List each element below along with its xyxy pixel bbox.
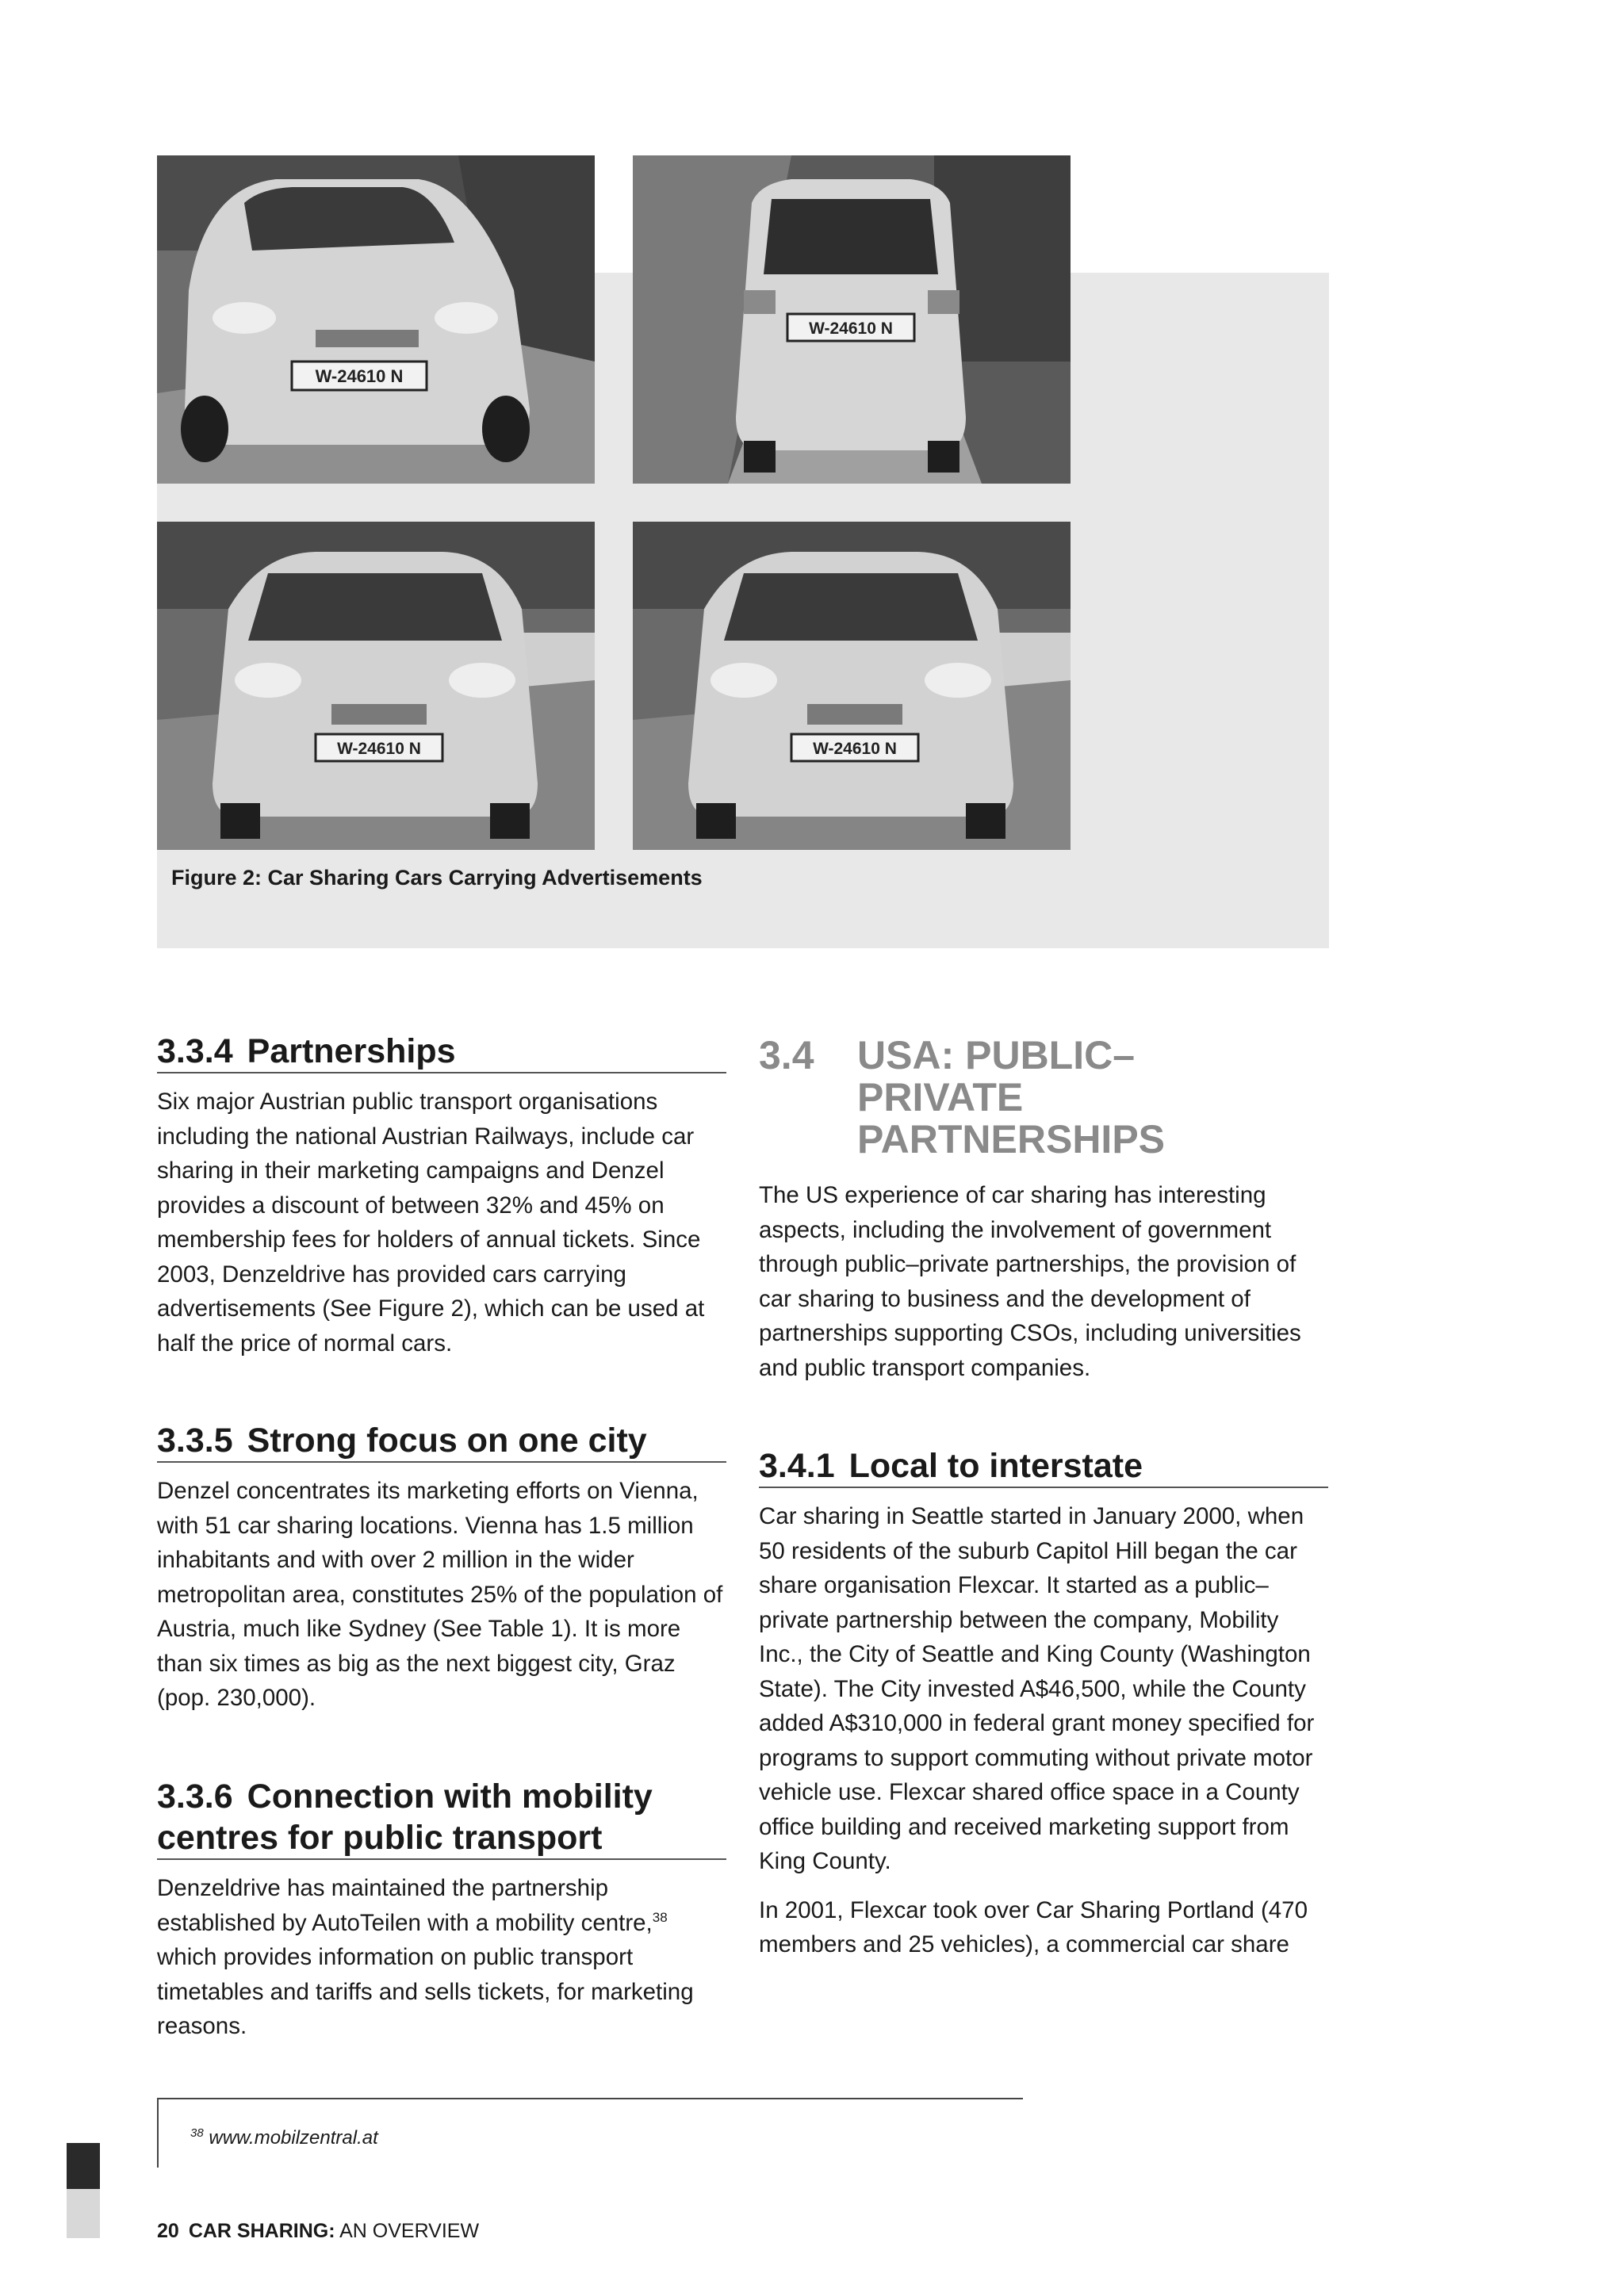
page-footer [157,2220,479,2243]
section-heading: 3.3.4 Partnerships [157,1031,726,1073]
plate-text-1: W-24610 N [315,366,404,386]
section-3-4 [759,1035,1328,1385]
section-body: The US experience of car sharing has interesting aspects, including the involvement of government through public–private partnerships, the provision of car sharing to business and the development of partnerships supporting CSOs, including universities and public transport companies. [759,1182,1301,1381]
footnote: $^{38}$ www.mobilzentral.at [190,2126,378,2149]
section-heading: 3.3.5 Strong focus on one city [157,1420,726,1463]
section-body: Denzel concentrates its marketing efforts on Vienna, with 51 car sharing locations. Vienna has 1.5 million inhabitants and with over 2 million in the wider metropolitan area, constitutes 25% of the population of Austria, much like Sydney (See Table 1). It is more than six times as big as the next biggest city, Graz (pop. 230,000). [157,1478,723,1711]
section-body: In 2001, Flexcar took over Car Sharing Portland (470 members and 25 vehicles), a commercial car share [759,1896,1308,1957]
section-body: Denzeldrive has maintained the partnership established by AutoTeilen with a mobility centre,$^{38}$ which provides information on public transport timetables and tariffs and sells tickets, for marketing reasons. [157,1875,694,2039]
section-body: Car sharing in Seattle started in January 2000, when 50 residents of the suburb Capitol Hill began the car share organisation Flexcar. It started as a public–private partnership between the company, Mobility Inc., the City of Seattle and King County (Washington State). The City invested A$46,500, while the County added A$310,000 in federal grant money specified for programs to support commuting without private motor vehicle use. Flexcar shared office space in a County office building and received marketing support from King County. [759,1503,1315,1874]
car-photo-rear [633,155,1071,484]
edge-tab-dark [67,2143,100,2189]
footer-brand: CAR SHARING: [188,2220,335,2242]
chapter-heading: 3.4 USA: PUBLIC–PRIVATE PARTNERSHIPS [759,1033,1166,1161]
page-number: 20 [157,2220,179,2242]
footer-subtitle: AN OVERVIEW [339,2220,480,2242]
footnote-ref: 38 [652,1909,668,1925]
figure-caption: Figure 2: Car Sharing Cars Carrying Advertisements [171,866,703,890]
section-heading: 3.4.1 Local to interstate [759,1445,1328,1488]
section-3-3-5 [157,1420,726,1716]
footnote-divider-vertical [157,2098,159,2168]
edge-tab-light [67,2189,100,2238]
section-body: Six major Austrian public transport organisations including the national Austrian Railways, include car sharing in their marketing campaigns and Denzel provides a discount of between 32% and 45% on membership fees for holders of annual tickets. Since 2003, Denzeldrive has provided cars carrying advertisements (See Figure 2), which can be used at half the price of normal cars. [157,1089,705,1357]
section-3-4-1 [759,1445,1328,1962]
section-heading: 3.3.6 Connection with mobility centres for public transport [157,1776,726,1860]
car-photo-front-three-quarter [157,155,595,484]
section-3-3-4 [157,1031,726,1360]
plate-text-4: W-24610 N [813,740,897,758]
car-photo-front-b [633,522,1071,850]
plate-text-2: W-24610 N [809,320,893,338]
plate-text-3: W-24610 N [337,740,421,758]
section-3-3-6 [157,1776,726,2044]
footnote-divider [157,2098,1023,2099]
car-photo-front-a [157,522,595,850]
